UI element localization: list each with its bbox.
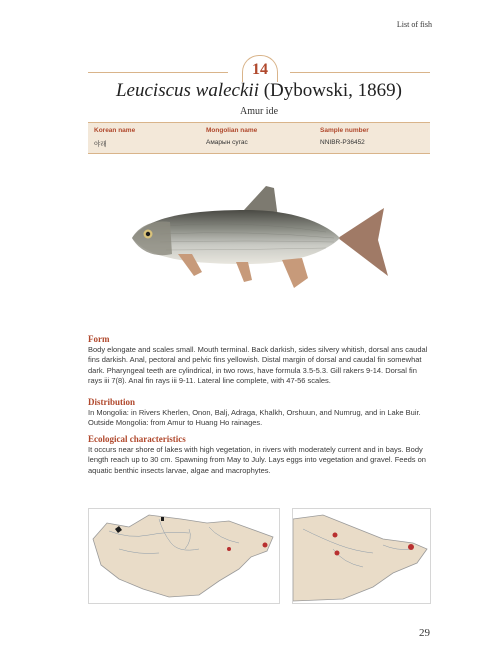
occurrence-point xyxy=(263,543,268,548)
scientific-name: Leuciscus waleckii xyxy=(115,80,259,101)
pelvic-fin xyxy=(236,262,252,282)
mongolian-name-col xyxy=(206,127,257,146)
mongolia-outline xyxy=(93,515,273,597)
sample-number-label: Sample number xyxy=(320,127,369,134)
distribution-text: In Mongolia: in Rivers Kherlen, Onon, Balj, Adraga, Khalkh, Orshuun, and Numrug, and in Lake Buir. Outside Mongolia: from Amur to Huang Ho rainages. xyxy=(88,408,421,428)
korean-name-label: Korean name xyxy=(94,127,136,134)
fish-head xyxy=(132,222,172,256)
detail-outline xyxy=(293,515,427,601)
author-year: (Dybowski, 1869) xyxy=(263,80,403,101)
page-number: 29 xyxy=(419,627,430,639)
ecology-heading: Ecological characteristics xyxy=(88,434,186,444)
occurrence-point xyxy=(227,547,231,551)
running-head: List of fish xyxy=(396,20,432,29)
korean-name-value: 야래 xyxy=(94,141,107,148)
korean-name-col xyxy=(94,127,135,148)
species-number-row xyxy=(88,55,430,81)
species-title xyxy=(0,80,480,102)
occurrence-point xyxy=(335,551,340,556)
distribution-heading: Distribution xyxy=(88,397,136,407)
divider-left xyxy=(88,72,228,73)
divider-right xyxy=(290,72,430,73)
info-box xyxy=(88,122,430,154)
fish-photo xyxy=(126,180,392,300)
caudal-fin xyxy=(338,208,388,276)
mongolia-map xyxy=(88,508,280,604)
sample-number-col xyxy=(320,127,369,146)
form-heading: Form xyxy=(88,334,110,344)
ecology-text: It occurs near shore of lakes with high vegetation, in rivers with moderately current and in bays. Body length reach up to 30 cm. Spawning from May to July. Lays eggs into vegetation and gravel. Feeds on aquatic benthic insects larvae, algae and macrophytes. xyxy=(88,445,426,475)
species-number: 14 xyxy=(242,55,278,82)
mongolian-name-label: Mongolian name xyxy=(206,127,258,134)
eastern-detail-map xyxy=(292,508,431,604)
mongolian-name-value: Амарын сугас xyxy=(206,139,248,146)
occurrence-point xyxy=(408,544,414,550)
sample-number-value: NNIBR-P36452 xyxy=(320,139,365,146)
common-name: Amur ide xyxy=(239,106,279,117)
occurrence-point xyxy=(333,533,338,538)
form-text: Body elongate and scales small. Mouth terminal. Back darkish, sides silvery whitish, dorsal ans caudal fins darkish. Anal, pectoral and pelvic fins yellowish. Distal margin of dorsal and caudal fin somewhat dark. Pharyngeal teeth are cylindrical, in two rows, have formula 3.5-5.3. Gill rakers 9-14. Dorsal fin rays iii 7(8). Anal fin rays iii 9-11. Lateral line complete, with 47-56 scales. xyxy=(88,345,428,385)
anal-fin xyxy=(282,258,308,288)
